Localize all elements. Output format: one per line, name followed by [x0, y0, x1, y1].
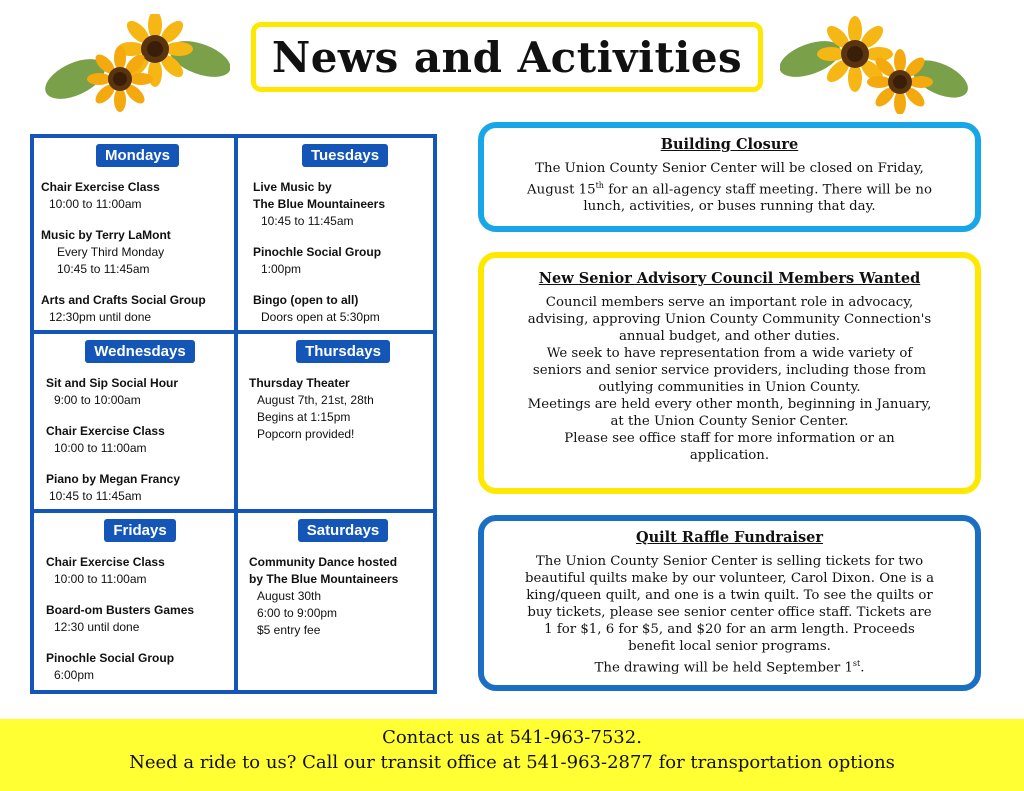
title-box: [251, 22, 763, 92]
day-label: Wednesdays: [85, 340, 194, 363]
activity-title: The Blue Mountaineers: [253, 197, 386, 211]
day-cell-mondays: [34, 138, 234, 330]
activity-detail: 10:00 to 11:00am: [49, 197, 142, 211]
council-text: advising, approving Union County Community Connection's: [527, 312, 932, 327]
activity-detail: 10:00 to 11:00am: [54, 572, 147, 586]
council-text: Please see office staff for more information or an: [564, 431, 895, 446]
building-closure-card: [478, 122, 981, 232]
activity-entry: [253, 244, 437, 278]
activity-detail: Every Third Monday: [57, 245, 165, 259]
quilt-text: buy tickets, please see senior center office staff. Tickets are: [527, 605, 932, 620]
quilt-text: benefit local senior programs.: [628, 639, 831, 654]
activity-entry: [253, 179, 437, 230]
weekly-schedule: [30, 134, 437, 694]
closure-reason: for an all-agency staff meeting. There will be no: [603, 182, 932, 198]
activity-title: Community Dance hosted: [249, 555, 398, 569]
activity-title: Chair Exercise Class: [46, 424, 165, 438]
quilt-text: king/queen quilt, and one is a twin quilt. To see the quilts or: [526, 588, 933, 603]
activity-detail: 6:00 to 9:00pm: [257, 606, 338, 620]
activity-detail: 10:00 to 11:00am: [54, 441, 147, 455]
drawing-date: The drawing will be held September 1: [594, 660, 853, 676]
sunflower-decoration-left: [40, 14, 230, 114]
council-text: Meetings are held every other month, beginning in January,: [527, 397, 932, 412]
activity-entry: [46, 602, 234, 636]
sunflower-decoration-right: [780, 14, 970, 114]
activity-title: Chair Exercise Class: [46, 555, 165, 569]
contact-phone-line: Contact us at 541-963-7532.: [382, 727, 642, 748]
activity-title: Pinochle Social Group: [253, 245, 382, 259]
activity-detail: $5 entry fee: [257, 623, 321, 637]
day-cell-tuesdays: [238, 138, 437, 330]
activity-detail: August 7th, 21st, 28th: [257, 393, 374, 407]
activity-detail: 10:45 to 11:45am: [261, 214, 354, 228]
activity-detail: Doors open at 5:30pm: [261, 310, 380, 324]
activity-title: by The Blue Mountaineers: [249, 572, 399, 586]
council-text: We seek to have representation from a wide variety of: [546, 346, 913, 361]
activity-entry: [41, 227, 234, 278]
activity-entry: [41, 292, 234, 326]
ordinal-suffix: th: [595, 181, 604, 190]
activity-entry: [46, 423, 234, 457]
activity-entry: [46, 554, 234, 588]
council-text: application.: [689, 448, 770, 463]
quilt-raffle-heading: Quilt Raffle Fundraiser: [635, 529, 823, 546]
activity-entry: [249, 554, 437, 639]
quilt-text: beautiful quilts make by our volunteer, Carol Dixon. One is a: [525, 571, 934, 586]
punctuation: .: [860, 660, 865, 676]
activity-title: Sit and Sip Social Hour: [46, 376, 179, 390]
activity-entry: [46, 375, 234, 409]
advisory-council-card: [478, 252, 981, 494]
activity-detail: 10:45 to 11:45am: [57, 262, 150, 276]
activity-title: Music by Terry LaMont: [41, 228, 171, 242]
activity-detail: 12:30 until done: [54, 620, 140, 634]
day-cell-wednesdays: [34, 334, 234, 509]
activity-detail: August 30th: [257, 589, 322, 603]
page-title: News and Activities: [271, 32, 743, 82]
transit-line: Need a ride to us? Call our transit office at 541-963-2877 for transportation options: [129, 752, 895, 773]
activity-detail: Popcorn provided!: [257, 427, 355, 441]
activity-title: Pinochle Social Group: [46, 651, 175, 665]
activity-detail: 10:45 to 11:45am: [49, 489, 142, 503]
closure-date: August 15: [527, 182, 596, 198]
building-closure-heading: Building Closure: [660, 136, 799, 153]
council-text: Council members serve an important role in advocacy,: [545, 295, 914, 310]
day-cell-thursdays: [238, 334, 437, 509]
advisory-council-heading: New Senior Advisory Council Members Wanted: [538, 270, 921, 287]
activity-detail: Begins at 1:15pm: [257, 410, 351, 424]
building-closure-text: [504, 177, 955, 198]
quilt-text: The Union County Senior Center is selling tickets for two: [535, 554, 924, 569]
council-text: at the Union County Senior Center.: [610, 414, 849, 429]
activity-title: Piano by Megan Francy: [46, 472, 181, 486]
activity-title: Live Music by: [253, 180, 332, 194]
activity-detail: 12:30pm until done: [49, 310, 152, 324]
building-closure-text: lunch, activities, or buses running that day.: [583, 199, 876, 215]
activity-entry: [41, 179, 234, 213]
activity-entry: [46, 650, 234, 684]
quilt-text: [502, 655, 957, 676]
activity-title: Arts and Crafts Social Group: [41, 293, 206, 307]
activity-title: Bingo (open to all): [253, 293, 359, 307]
day-label: Thursdays: [296, 340, 390, 363]
activity-entry: [249, 375, 437, 443]
quilt-text: 1 for $1, 6 for $5, and $20 for an arm length. Proceeds: [544, 622, 915, 637]
day-cell-fridays: [34, 513, 234, 690]
contact-footer: [0, 719, 1024, 791]
activity-detail: 6:00pm: [54, 668, 95, 682]
day-label: Tuesdays: [302, 144, 388, 167]
day-label: Saturdays: [298, 519, 389, 542]
building-closure-text: The Union County Senior Center will be closed on Friday,: [535, 161, 924, 176]
activity-title: Board-om Busters Games: [46, 603, 195, 617]
activity-entry: [46, 471, 234, 505]
activity-detail: 1:00pm: [261, 262, 302, 276]
activity-detail: 9:00 to 10:00am: [54, 393, 141, 407]
council-text: annual budget, and other duties.: [619, 329, 840, 344]
day-label: Fridays: [104, 519, 175, 542]
activity-title: Thursday Theater: [249, 376, 350, 390]
day-label: Mondays: [96, 144, 179, 167]
council-text: seniors and senior service providers, including those from: [532, 363, 927, 378]
quilt-raffle-card: [478, 515, 981, 691]
activity-title: Chair Exercise Class: [41, 180, 160, 194]
council-text: outlying communities in Union County.: [598, 380, 861, 395]
day-cell-saturdays: [238, 513, 437, 690]
ordinal-suffix: st: [852, 659, 861, 668]
activity-entry: [253, 292, 437, 326]
